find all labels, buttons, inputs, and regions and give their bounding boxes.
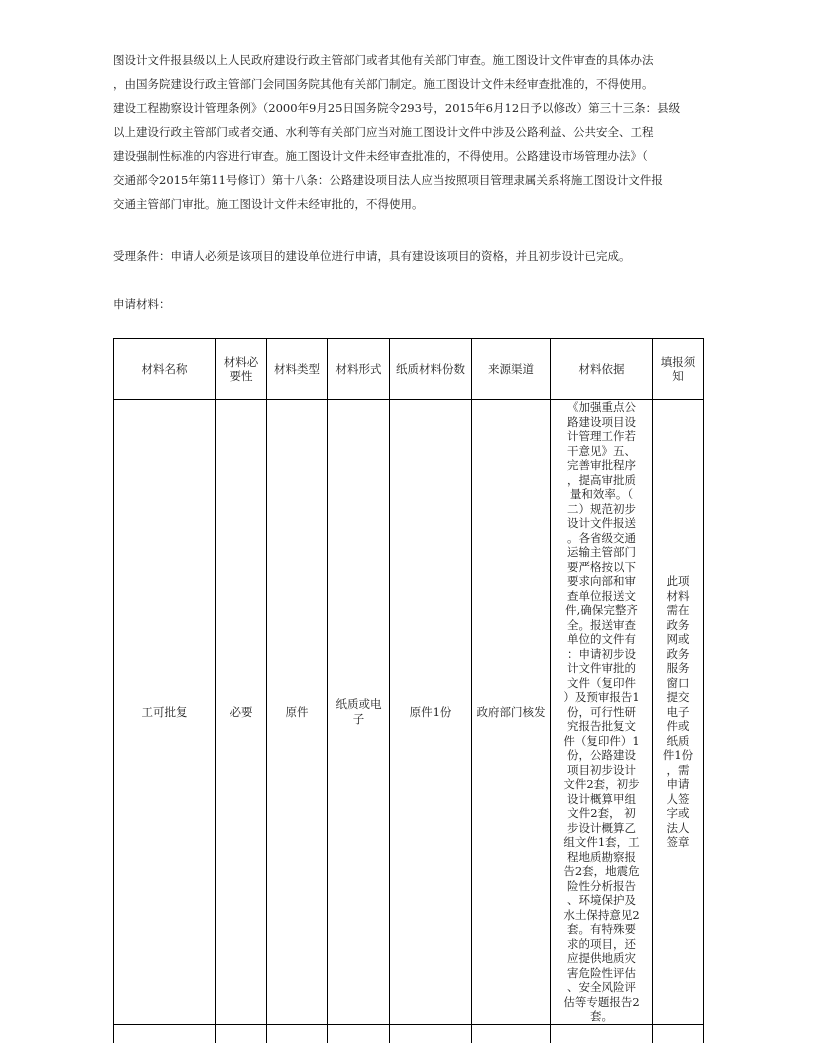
notes-line: 提交 xyxy=(666,690,690,704)
notes-line: 签章 xyxy=(666,835,690,849)
basis-line: 计管理工作若 xyxy=(567,429,636,443)
materials-label: 申请材料： xyxy=(113,297,171,311)
basis-line: 运输主管部门 xyxy=(567,545,636,559)
basis-line: 设计文件报送 xyxy=(567,516,636,530)
acceptance-conditions: 受理条件：申请人必须是该项目的建设单位进行申请，具有建设该项目的资格，并且初步设计已完成。 xyxy=(113,249,631,263)
header-source: 来源渠道 xyxy=(472,339,551,400)
table-row-partial xyxy=(114,1024,704,1043)
empty-cell xyxy=(653,1024,704,1043)
basis-line: 套。有特殊要 xyxy=(567,922,636,936)
basis-line: 害危险性评估 xyxy=(567,965,636,980)
notes-line: 政务 xyxy=(666,646,690,661)
header-basis: 材料依据 xyxy=(551,339,653,400)
table-header-row xyxy=(114,339,704,400)
notes-line: 服务 xyxy=(666,661,690,675)
notes-line: 政务 xyxy=(666,617,690,632)
basis-line: 完善审批程序 xyxy=(567,458,636,472)
basis-line: 求的项目，还 xyxy=(567,936,636,951)
table-row xyxy=(114,400,704,1025)
basis-line: 险性分析报告 xyxy=(567,878,636,893)
basis-line: 件,确保完整齐 xyxy=(565,603,638,617)
intro-paragraph xyxy=(113,48,718,216)
empty-cell xyxy=(328,1024,390,1043)
cell-form: 纸质或电子 xyxy=(328,400,390,1025)
basis-line: 水土保持意见2 xyxy=(563,907,640,922)
basis-line: 应提供地质灾 xyxy=(567,951,636,965)
basis-line: 干意见》五、 xyxy=(567,443,636,458)
basis-line: 告2套，地震危 xyxy=(563,864,640,878)
cell-notes xyxy=(653,400,704,1025)
notes-line: 字或 xyxy=(666,806,690,820)
basis-line: 量和效率。（ xyxy=(569,487,634,501)
header-name: 材料名称 xyxy=(114,339,216,400)
basis-line: 件（复印件）1 xyxy=(563,733,640,748)
basis-line: 文件2套，初步 xyxy=(563,777,640,791)
notes-line: 件或 xyxy=(666,719,690,733)
header-necessity: 材料必要性 xyxy=(216,339,267,400)
intro-line: 交通部令2015年第11号修订）第十八条：公路建设项目法人应当按照项目管理隶属关系将施工图设计文件报 xyxy=(113,173,663,187)
cell-basis xyxy=(551,400,653,1025)
empty-cell xyxy=(216,1024,267,1043)
basis-line: 份，可行性研 xyxy=(567,704,636,719)
intro-line: 以上建设行政主管部门或者交通、水利等有关部门应当对施工图设计文件中涉及公路利益、公共安全、工程 xyxy=(113,125,654,139)
basis-line: 、环境保护及 xyxy=(567,893,636,907)
basis-line: 步设计概算乙 xyxy=(567,820,636,835)
basis-line: 单位的文件有 xyxy=(567,632,636,646)
cell-type: 原件 xyxy=(267,400,328,1025)
header-form: 材料形式 xyxy=(328,339,390,400)
basis-line: 、安全风险评 xyxy=(567,980,636,994)
basis-line: 《加强重点公 xyxy=(567,400,636,414)
empty-cell xyxy=(551,1024,653,1043)
notes-line: 人签 xyxy=(666,791,690,806)
intro-line: 建设工程勘察设计管理条例》（2000年9月25日国务院令293号，2015年6月12日予以修改）第三十三条：县级 xyxy=(113,101,681,115)
basis-line: 查单位报送文 xyxy=(567,588,636,603)
basis-line: 份，公路建设 xyxy=(567,748,636,762)
materials-table xyxy=(113,338,704,1043)
basis-line: 全。报送审查 xyxy=(567,617,636,632)
notes-line: 此项 xyxy=(666,574,690,588)
basis-line: 组文件1套，工 xyxy=(563,835,640,849)
header-copies: 纸质材料份数 xyxy=(390,339,472,400)
basis-line: 要求向部和审 xyxy=(567,574,636,588)
notes-line: 需在 xyxy=(666,603,690,617)
cell-name: 工可批复 xyxy=(114,400,216,1025)
notes-line: 网或 xyxy=(666,632,690,646)
basis-line: 文件（复印件 xyxy=(567,675,636,690)
header-notes: 填报须知 xyxy=(653,339,704,400)
notes-line: 材料 xyxy=(666,588,690,603)
basis-line: 要严格按以下 xyxy=(567,559,636,574)
intro-line: 交通主管部门审批。施工图设计文件未经审批的，不得使用。 xyxy=(113,197,424,211)
basis-line: 路建设项目设 xyxy=(567,414,636,429)
intro-line: 建设强制性标准的内容进行审查。施工图设计文件未经审查批准的，不得使用。公路建设市场管理办法》（ xyxy=(113,149,648,163)
basis-line: 文件2套， 初 xyxy=(567,806,636,820)
empty-cell xyxy=(267,1024,328,1043)
basis-line: 计文件审批的 xyxy=(567,661,636,675)
cell-copies: 原件1份 xyxy=(390,400,472,1025)
empty-cell xyxy=(114,1024,216,1043)
basis-line: ）及预审报告1 xyxy=(563,690,640,704)
basis-line: 二）规范初步 xyxy=(567,501,636,516)
notes-line: 纸质 xyxy=(666,733,690,748)
header-type: 材料类型 xyxy=(267,339,328,400)
intro-line: ，由国务院建设行政主管部门会同国务院其他有关部门制定。施工图设计文件未经审查批准的，不得使用。 xyxy=(113,77,654,91)
notes-line: 件1份 xyxy=(662,748,694,762)
notes-line: ，需 xyxy=(666,762,690,777)
intro-line: 图设计文件报县级以上人民政府建设行政主管部门或者其他有关部门审查。施工图设计文件审查的具体办法 xyxy=(113,53,654,67)
cell-necessity: 必要 xyxy=(216,400,267,1025)
basis-line: 估等专题报告2 xyxy=(563,994,640,1009)
basis-line: ，提高审批质 xyxy=(567,472,636,487)
empty-cell xyxy=(390,1024,472,1043)
basis-line: 。各省级交通 xyxy=(567,530,636,545)
basis-line: 项目初步设计 xyxy=(567,762,636,777)
basis-line: 套。 xyxy=(590,1009,613,1023)
notes-line: 电子 xyxy=(666,704,690,719)
basis-line: 程地质勘察报 xyxy=(567,849,636,864)
cell-source: 政府部门核发 xyxy=(472,400,551,1025)
basis-line: ：申请初步设 xyxy=(567,646,636,661)
notes-line: 窗口 xyxy=(666,675,690,690)
empty-cell xyxy=(472,1024,551,1043)
notes-line: 申请 xyxy=(666,777,690,791)
basis-line: 究报告批复文 xyxy=(567,719,636,733)
notes-line: 法人 xyxy=(666,820,690,835)
basis-line: 设计概算甲组 xyxy=(567,791,636,806)
